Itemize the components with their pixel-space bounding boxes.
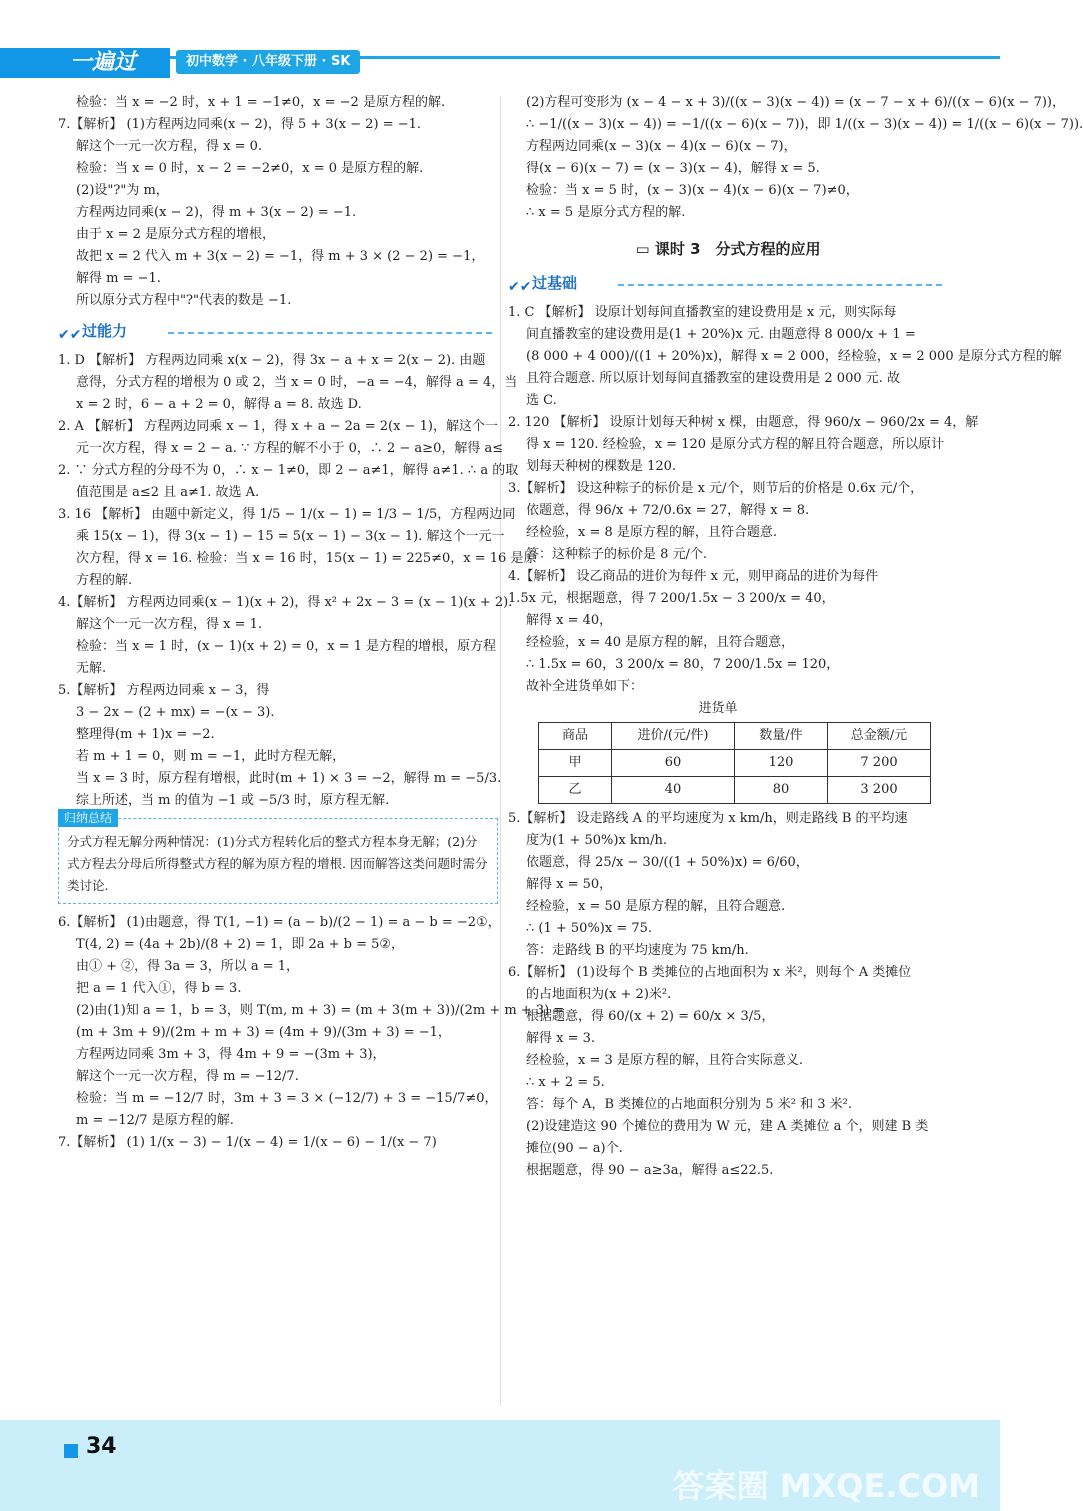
table-cell: 120 (735, 750, 828, 777)
text-line: 故把 x = 2 代入 m + 3(x − 2) = −1，得 m + 3 × (2 − 2) = −1， (76, 249, 485, 264)
text-line: 7.【解析】 (1)方程两边同乘(x − 2)，得 5 + 3(x − 2) = −1. (58, 117, 422, 132)
section-check-icon: ✔✔ (508, 279, 532, 295)
right-top-block (508, 92, 1083, 224)
text-line: 4.【解析】 方程两边同乘(x − 1)(x + 2)，得 x² + 2x − 3 = (x − 1)(x + 2). (58, 595, 513, 610)
text-line: (m + 3m + 9)/(2m + m + 3) = (4m + 9)/(3m + 3) = −1， (76, 1025, 451, 1040)
text-line: 检验：当 x = −2 时，x + 1 = −1≠0，x = −2 是原方程的解. (76, 95, 446, 110)
text-line: 摊位(90 − a)个. (526, 1141, 623, 1156)
text-line: 4.【解析】 设乙商品的进价为每件 x 元，则甲商品的进价为每件 (508, 569, 879, 584)
summary-text: 分式方程无解分两种情况：(1)分式方程转化后的整式方程本身无解；(2)分式方程去分母后所得整式方程的解为原方程的增根. 因而解答这类问题时需分类讨论. (67, 834, 488, 893)
table-cell: 60 (612, 750, 735, 777)
text-line: 3 − 2x − (2 + mx) = −(x − 3). (76, 705, 275, 720)
text-line: 方程的解. (76, 573, 133, 588)
text-line: 经检验，x = 50 是原方程的解，且符合题意. (526, 899, 786, 914)
text-line: (2)方程可变形为 (x − 4 − x + 3)/((x − 3)(x − 4)) = (x − 7 − x + 6)/((x − 6)(x − 7))， (526, 95, 1066, 110)
text-line: ∴ (1 + 50%)x = 75. (526, 921, 653, 936)
text-line: 元一次方程，得 x = 2 − a. ∵ 方程的解不小于 0，∴ 2 − a≥0，解得 a≤ (76, 441, 504, 456)
text-line: 2. ∵ 分式方程的分母不为 0，∴ x − 1≠0，即 2 − a≠1，解得 a≠1. ∴ a 的取 (58, 463, 519, 478)
text-line: (2)设"?"为 m， (76, 183, 169, 198)
text-line: 乘 15(x − 1)，得 3(x − 1) − 15 = 5(x − 1) − 3(x − 1). 解这个一元一 (76, 529, 505, 544)
text-line: 解这个一元一次方程，得 x = 0. (76, 139, 263, 154)
table-cell: 80 (735, 777, 828, 804)
text-line: 解这个一元一次方程，得 m = −12/7. (76, 1069, 299, 1084)
text-line: ∴ −1/((x − 3)(x − 4)) = −1/((x − 6)(x − 7))，即 1/((x − 3)(x − 4)) = 1/((x − 6)(x − 7)). (526, 117, 1083, 132)
text-line: 6.【解析】 (1)由题意，得 T(1, −1) = (a − b)/(2 − 1) = a − b = −2①， (58, 915, 501, 930)
text-line: 答：每个 A，B 类摊位的占地面积分别为 5 米² 和 3 米². (526, 1097, 852, 1112)
text-line: 2. 120 【解析】 设原计划每天种树 x 棵，由题意，得 960/x − 960/2x = 4，解 (508, 415, 979, 430)
text-line: 1. C 【解析】 设原计划每间直播教室的建设费用是 x 元，则实际每 (508, 305, 897, 320)
text-line: (8 000 + 4 000)/((1 + 20%)x)，解得 x = 2 000，经检验，x = 2 000 是原分式方程的解 (526, 349, 1062, 364)
text-line: 答：走路线 B 的平均速度为 75 km/h. (526, 943, 749, 958)
text-line: 把 a = 1 代入①，得 b = 3. (76, 981, 242, 996)
text-line: 检验：当 x = 0 时，x − 2 = −2≠0，x = 0 是原方程的解. (76, 161, 424, 176)
text-line: m = −12/7 是原方程的解. (76, 1113, 234, 1128)
text-line: 1. D 【解析】 方程两边同乘 x(x − 2)，得 3x − a + x = 2(x − 2). 由题 (58, 353, 486, 368)
section-dashed-rule (168, 332, 492, 334)
page-number: 34 (86, 1434, 117, 1459)
section-header-basics (508, 270, 948, 298)
text-line: 由① + ②，得 3a = 3，所以 a = 1， (76, 959, 300, 974)
text-line: 间直播教室的建设费用是(1 + 20%)x 元. 由题意得 8 000/x + 1 = (526, 327, 916, 342)
text-line: 值范围是 a≤2 且 a≠1. 故选 A. (76, 485, 260, 500)
table-row (539, 750, 931, 777)
section-check-icon: ✔✔ (58, 327, 82, 343)
text-line: 得 x = 120. 经检验，x = 120 是原分式方程的解且符合题意，所以原计 (526, 437, 945, 452)
right-column (508, 92, 1083, 1182)
purchase-table (538, 722, 931, 804)
text-line: 经检验，x = 8 是原方程的解，且符合题意. (526, 525, 778, 540)
text-line: 若 m + 1 = 0，则 m = −1，此时方程无解， (76, 749, 346, 764)
text-line: 经检验，x = 3 是原方程的解，且符合实际意义. (526, 1053, 804, 1068)
right-body-block (508, 302, 1062, 698)
section-title: 过能力 (82, 322, 128, 340)
text-line: ∴ x = 5 是原分式方程的解. (526, 205, 686, 220)
text-line: 依题意，得 25/x − 30/((1 + 50%)x) = 6/60， (526, 855, 809, 870)
table-row (539, 777, 931, 804)
text-line: 所以原分式方程中"?"代表的数是 −1. (76, 293, 292, 308)
lesson-title-text: 课时 3 分式方程的应用 (654, 240, 821, 258)
text-line: 解得 x = 40， (526, 613, 613, 628)
table-cell: 7 200 (828, 750, 931, 777)
text-line: x = 2 时，6 − a + 2 = 0，解得 a = 8. 故选 D. (76, 397, 362, 412)
text-line: 得(x − 6)(x − 7) = (x − 3)(x − 4)，解得 x = 5. (526, 161, 820, 176)
text-line: 意得，分式方程的增根为 0 或 2，当 x = 0 时，−a = −4，解得 a = 4，当 (76, 375, 518, 390)
text-line: 方程两边同乘(x − 2)，得 m + 3(x − 2) = −1. (76, 205, 357, 220)
table-header-cell: 总金额/元 (828, 723, 931, 750)
text-line: 度为(1 + 50%)x km/h. (526, 833, 668, 848)
table-cell: 乙 (539, 777, 612, 804)
text-line: 解这个一元一次方程，得 x = 1. (76, 617, 263, 632)
table-caption: 进货单 (698, 701, 738, 716)
column-divider (500, 96, 501, 1406)
subject-badge: 初中数学 · 八年级下册 · SK (176, 50, 360, 74)
text-line: 无解. (76, 661, 107, 676)
table-cell: 40 (612, 777, 735, 804)
text-line: 3.【解析】 设这种粽子的标价是 x 元/个，则节后的价格是 0.6x 元/个， (508, 481, 924, 496)
left-body-block (58, 350, 537, 812)
page-marker-square (64, 1444, 78, 1458)
text-line: 检验：当 x = 5 时，(x − 3)(x − 4)(x − 6)(x − 7)≠0， (526, 183, 859, 198)
table-cell: 甲 (539, 750, 612, 777)
text-line: 且符合题意. 所以原计划每间直播教室的建设费用是 2 000 元. 故 (526, 371, 901, 386)
text-line: 解得 x = 50， (526, 877, 613, 892)
text-line: 选 C. (526, 393, 557, 408)
table-header-cell: 进价/(元/件) (612, 723, 735, 750)
text-line: ∴ 1.5x = 60，3 200/x = 80，7 200/1.5x = 120， (526, 657, 840, 672)
section-header-ability (58, 318, 498, 346)
table-header-cell: 商品 (539, 723, 612, 750)
text-line: 检验：当 x = 1 时，(x − 1)(x + 2) = 0，x = 1 是方程的增根，原方程 (76, 639, 497, 654)
text-line: (2)由(1)知 a = 1，b = 3，则 T(m, m + 3) = (m + 3(m + 3))/(2m + m + 3) = (76, 1003, 565, 1018)
text-line: 划每天种树的棵数是 120. (526, 459, 677, 474)
text-line: 整理得(m + 1)x = −2. (76, 727, 215, 742)
left-top-block (58, 92, 498, 312)
watermark: 答案圈 MXQE.COM (672, 1467, 980, 1505)
text-line: 7.【解析】 (1) 1/(x − 3) − 1/(x − 4) = 1/(x − 6) − 1/(x − 7) (58, 1135, 437, 1150)
lesson-title (508, 238, 948, 260)
text-line: 解得 x = 3. (526, 1031, 596, 1046)
table-body (539, 750, 931, 804)
text-line: 综上所述，当 m 的值为 −1 或 −5/3 时，原方程无解. (76, 793, 390, 808)
text-line: 次方程，得 x = 16. 检验：当 x = 16 时，15(x − 1) = 225≠0，x = 16 是原 (76, 551, 537, 566)
section-dashed-rule (618, 284, 942, 286)
text-line: 5.【解析】 方程两边同乘 x − 3，得 (58, 683, 270, 698)
text-line: 经检验，x = 40 是原方程的解，且符合题意， (526, 635, 795, 650)
text-line: 根据题意，得 60/(x + 2) = 60/x × 3/5， (526, 1009, 775, 1024)
text-line: 故补全进货单如下： (526, 679, 644, 694)
page-footer (0, 1420, 1000, 1511)
text-line: 解得 m = −1. (76, 271, 161, 286)
text-line: 1.5x 元，根据题意，得 7 200/1.5x − 3 200/x = 40， (508, 591, 835, 606)
text-line: 当 x = 3 时，原方程有增根，此时(m + 1) × 3 = −2，解得 m = −5/3. (76, 771, 502, 786)
text-line: 检验：当 m = −12/7 时，3m + 3 = 3 × (−12/7) + 3 = −15/7≠0， (76, 1091, 498, 1106)
text-line: 5.【解析】 设走路线 A 的平均速度为 x km/h，则走路线 B 的平均速 (508, 811, 908, 826)
text-line: 方程两边同乘 3m + 3，得 4m + 9 = −(3m + 3)， (76, 1047, 386, 1062)
table-cell: 3 200 (828, 777, 931, 804)
text-line: T(4, 2) = (4a + 2b)/(8 + 2) = 1，即 2a + b = 5②， (76, 937, 405, 952)
text-line: 答：这种粽子的标价是 8 元/个. (526, 547, 708, 562)
text-line: 由于 x = 2 是原分式方程的增根， (76, 227, 276, 242)
summary-box (58, 811, 498, 904)
text-line: 3. 16 【解析】 由题中新定义，得 1/5 − 1/(x − 1) = 1/3 − 1/5，方程两边同 (58, 507, 516, 522)
text-line: 根据题意，得 90 − a≥3a，解得 a≤22.5. (526, 1163, 774, 1178)
text-line: 的占地面积为(x + 2)米². (526, 987, 672, 1002)
table-header-cell: 数量/件 (735, 723, 828, 750)
table-header-row (539, 723, 931, 750)
text-line: 依题意，得 96/x + 72/0.6x = 27，解得 x = 8. (526, 503, 810, 518)
right-tail-block (508, 808, 948, 1182)
text-line: (2)设建造这 90 个摊位的费用为 W 元，建 A 类摊位 a 个，则建 B 类 (526, 1119, 929, 1134)
page-header (0, 48, 1000, 78)
summary-title: 归纳总结 (58, 809, 118, 827)
text-line: 2. A 【解析】 方程两边同乘 x − 1，得 x + a − 2a = 2(x − 1)，解这个一 (58, 419, 498, 434)
brand-logo: 一遍过 (0, 48, 170, 78)
section-title: 过基础 (532, 274, 578, 292)
text-line: 6.【解析】 (1)设每个 B 类摊位的占地面积为 x 米²，则每个 A 类摊位 (508, 965, 912, 980)
text-line: ∴ x + 2 = 5. (526, 1075, 605, 1090)
text-line: 方程两边同乘(x − 3)(x − 4)(x − 6)(x − 7)， (526, 139, 797, 154)
book-icon: ▭ (635, 240, 650, 258)
